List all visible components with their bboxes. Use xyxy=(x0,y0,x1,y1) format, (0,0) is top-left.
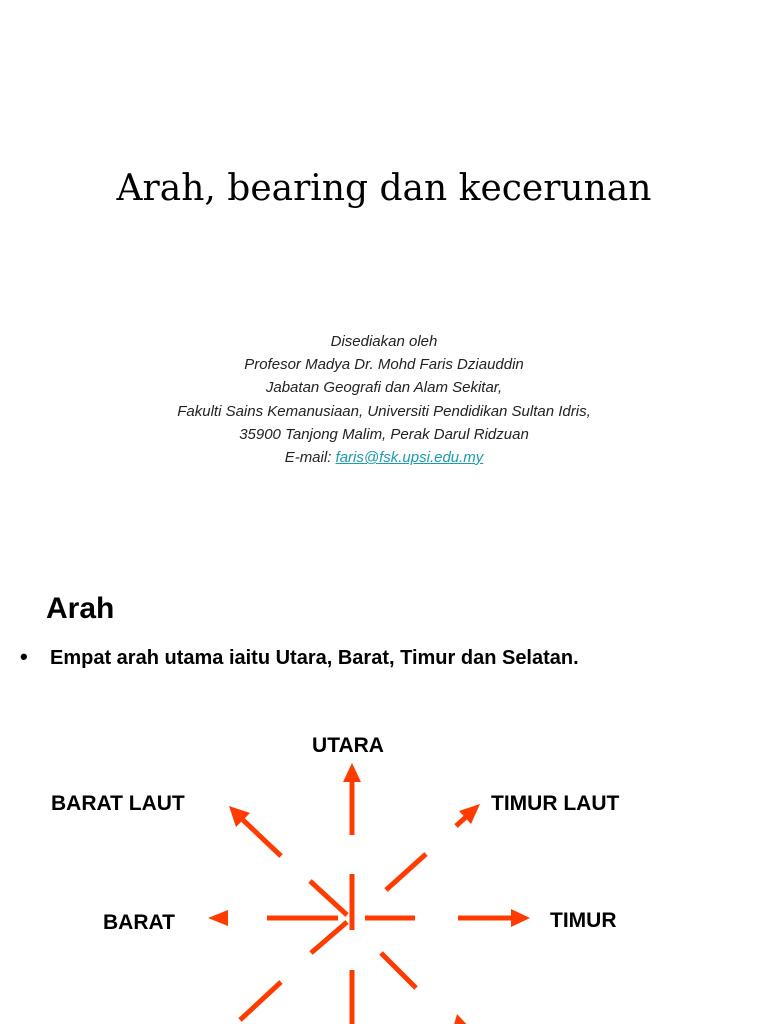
email-label: E-mail: xyxy=(284,449,336,467)
label-east: TIMUR xyxy=(550,909,617,932)
northeast-arrow-shaft xyxy=(456,817,466,826)
label-north: UTARA xyxy=(312,734,384,757)
bullet-text: Empat arah utama iaitu Utara, Barat, Timur dan Selatan. xyxy=(50,647,579,669)
north-arrowhead xyxy=(343,763,361,782)
southeast-inner-shaft xyxy=(381,953,416,988)
credit-line: Jabatan Geografi dan Alam Sekitar, xyxy=(265,379,503,397)
west-arrowhead xyxy=(208,910,228,926)
compass-diagram xyxy=(0,570,768,1024)
slide-title: Arah, bearing dan kecerunan xyxy=(116,168,652,209)
label-northeast: TIMUR LAUT xyxy=(491,792,620,815)
email-link[interactable]: faris@fsk.upsi.edu.my xyxy=(335,449,484,467)
label-northwest: BARAT LAUT xyxy=(51,792,185,815)
southeast-arrowhead xyxy=(452,1014,472,1024)
bullet-icon: • xyxy=(20,644,28,669)
credit-line: 35900 Tanjong Malim, Perak Darul Ridzuan xyxy=(239,425,529,443)
credit-line: Profesor Madya Dr. Mohd Faris Dziauddin xyxy=(244,356,524,374)
credit-line: Disediakan oleh xyxy=(330,333,438,350)
credit-line: Fakulti Sains Kemanusiaan, Universiti Pendidikan Sultan Idris, xyxy=(177,402,591,420)
compass-arrows xyxy=(208,763,530,1024)
northwest-inner-shaft xyxy=(310,881,347,915)
label-west: BARAT xyxy=(103,911,175,934)
southwest-arrow-shaft xyxy=(240,982,281,1020)
email-line xyxy=(0,446,768,469)
northeast-inner-shaft xyxy=(386,854,426,890)
credits-block xyxy=(0,330,768,469)
directions-slide xyxy=(0,570,768,1024)
southwest-inner-shaft xyxy=(311,922,347,953)
east-arrowhead xyxy=(511,909,530,927)
section-heading: Arah xyxy=(46,592,115,625)
northwest-arrow-shaft xyxy=(243,820,281,856)
